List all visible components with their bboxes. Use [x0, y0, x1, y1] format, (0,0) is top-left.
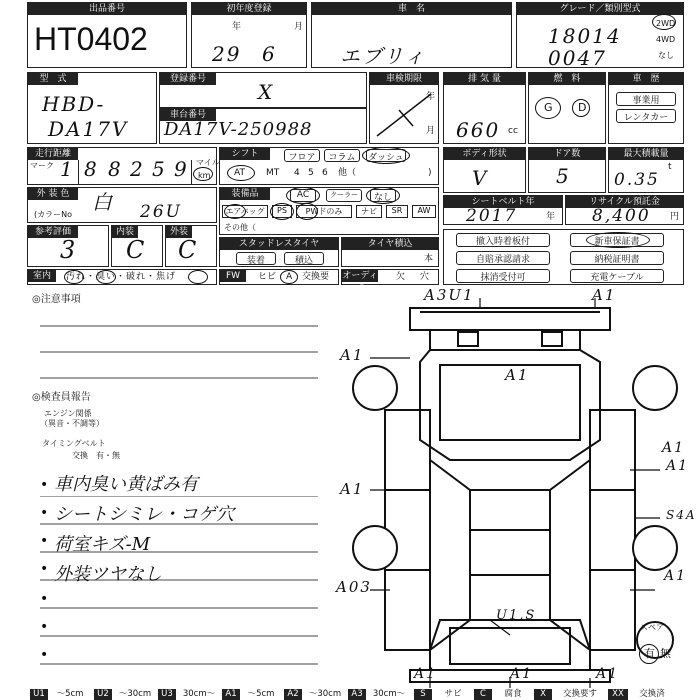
doc-6: 充電ケーブル	[570, 269, 664, 283]
history-rental: レンタカー	[616, 109, 676, 123]
bullet: •	[40, 505, 49, 521]
seatbelt-value: 2017	[466, 206, 518, 226]
equip-none: なし	[370, 189, 396, 202]
fw-label: FW	[220, 270, 246, 282]
mileage-unit-alt: マイル	[196, 158, 220, 167]
mileage-dividers	[78, 160, 192, 184]
equip-pw-circle	[296, 203, 318, 220]
shift-other: 他（	[338, 168, 357, 178]
legend-key: C	[474, 689, 492, 700]
equip-pw: PWドのみ	[296, 205, 352, 218]
reg-no-label: 登録番号	[160, 73, 216, 85]
inspection-label: 車検期限	[370, 73, 438, 85]
remark-1: 車内臭い黄ばみ有	[54, 474, 198, 495]
fuel-label: 燃 料	[529, 73, 605, 85]
drive-none: なし	[658, 51, 674, 60]
timing-exchange: 交換 有・無	[72, 451, 120, 460]
color-value: 白	[92, 190, 114, 214]
caution-lines	[40, 300, 320, 390]
score-value: 3	[60, 236, 78, 264]
legend-desc: 腐食	[504, 689, 522, 699]
caution-title: ◎注意事項	[32, 294, 81, 305]
equip-sr: SR	[386, 205, 408, 218]
equip-ac-circle	[286, 187, 320, 204]
fuel-g: G	[544, 101, 553, 114]
grade-label: グレード／類別型式	[517, 3, 683, 15]
audio-hole: 穴	[420, 272, 430, 282]
fuel-d: D	[578, 101, 587, 114]
bullet: •	[40, 533, 49, 549]
shift-at-circle	[227, 165, 255, 181]
shift-6: 6	[322, 168, 328, 178]
inspection-month-unit: 月	[426, 126, 436, 136]
fuel-d-circle	[572, 99, 590, 117]
studless-mounted: 装着	[236, 252, 276, 265]
equip-ps-circle	[270, 203, 294, 220]
equip-airbag: エアバッグ	[222, 205, 268, 218]
reg-no-value: X	[258, 80, 275, 104]
chassis-label: 車台番号	[160, 109, 216, 121]
mileage-digit: 5	[152, 157, 167, 181]
body-label: ボディ形状	[444, 148, 525, 160]
doc-1: 撤入時着板付	[456, 233, 550, 247]
month-unit: 月	[294, 22, 304, 32]
history-label: 車 歴	[609, 73, 683, 85]
car-name-value: エブリィ	[340, 44, 427, 68]
equip-aw: AW	[412, 205, 436, 218]
shift-dash: ダッシュ	[366, 149, 406, 162]
bullet: •	[40, 561, 49, 577]
equip-cooler: クーラー	[326, 189, 362, 202]
shift-other-close: )	[428, 168, 432, 178]
mark-bottom-2: A1	[510, 666, 534, 682]
first-reg-month: 6	[262, 42, 277, 66]
chassis-value: DA17V-250988	[164, 119, 313, 140]
drive-2wd: 2WD	[656, 19, 676, 28]
doc-5: 納税証明書	[570, 251, 664, 265]
legend-key: A3	[348, 689, 366, 700]
mileage-digit: 1	[60, 157, 75, 181]
mileage-unit-circle	[193, 167, 213, 181]
legend-key: U1	[30, 689, 48, 700]
audio-missing: 欠	[396, 272, 406, 282]
legend-desc: 30cm～	[372, 689, 406, 699]
fw-crack: ヒビ	[258, 272, 277, 282]
bullet: •	[40, 591, 49, 607]
bullet: •	[40, 477, 49, 493]
remark-3: 荷室キズ-M	[54, 534, 151, 555]
body-value: V	[472, 166, 489, 190]
mileage-digit: 8	[84, 157, 99, 181]
model-label: 型 式	[28, 73, 78, 85]
engine-label: エンジン関係	[44, 409, 92, 418]
remark-4: 外装ツヤなし	[54, 564, 162, 585]
tire-unit: 本	[424, 254, 434, 264]
shift-column: コラム	[324, 149, 360, 162]
timing-label: タイミングベルト	[42, 439, 106, 448]
drive-2wd-circle	[652, 14, 676, 30]
legend-desc: 交換要す	[562, 689, 597, 699]
first-reg-year: 29	[212, 42, 242, 66]
year-unit: 年	[232, 22, 242, 32]
interior-value: C	[126, 236, 147, 264]
grade-line2: 0047	[548, 46, 607, 70]
color-no-value: 26U	[140, 202, 182, 222]
exterior-value: C	[178, 236, 199, 264]
displacement-value: 660	[456, 118, 501, 142]
studless-label: スタッドレスタイヤ	[220, 238, 338, 250]
payload-label: 最大積載量	[609, 148, 683, 160]
exterior-label: 外装	[166, 226, 192, 238]
mark-front-left: A3U1	[424, 286, 475, 304]
mileage-label: 走行距離	[28, 148, 78, 160]
first-reg-label: 初年度登録	[192, 3, 306, 15]
shift-4: 4	[294, 168, 300, 178]
color-no-label: (カラーNo	[34, 210, 72, 219]
audio-label: オーディオ	[342, 271, 378, 293]
history-business: 事業用	[616, 92, 676, 106]
displacement-unit: cc	[508, 126, 518, 136]
legend-desc: サビ	[444, 689, 462, 699]
legend-key: X	[534, 689, 552, 700]
legend-key: S	[414, 689, 432, 700]
shift-mt: MT	[266, 168, 280, 178]
mark-front-right: A1	[592, 286, 617, 304]
shift-floor: フロア	[284, 149, 320, 162]
legend-key: XX	[608, 689, 628, 700]
spare-yes: 有	[644, 647, 655, 660]
interior-mark-3	[188, 270, 208, 284]
mark-bottom-3: A1	[596, 666, 620, 682]
legend-desc: ～5cm	[56, 689, 84, 699]
tire-label: タイヤ積込	[342, 238, 438, 250]
inspection-strike	[369, 86, 439, 144]
shift-dash-circle	[362, 147, 410, 164]
mark-rear-left: A03	[336, 578, 372, 596]
interior-row-label: 室内	[28, 270, 56, 282]
recycle-unit: 円	[670, 212, 680, 222]
fw-replace: 交換要	[302, 272, 330, 282]
payload-unit: t	[668, 162, 672, 172]
shift-label: シフト	[220, 148, 270, 160]
legend-key: U3	[158, 689, 176, 700]
doc-3: 抹消受付可	[456, 269, 550, 283]
legend-desc: 交換済	[639, 689, 665, 699]
mark-fl-side: A1	[340, 346, 365, 364]
recycle-value: 8,400	[592, 206, 651, 226]
studless-loaded: 積込	[284, 252, 324, 265]
mark-rear-centre: U1,S	[496, 608, 537, 623]
displacement-label: 排 気 量	[444, 73, 525, 85]
seatbelt-label: シートベルト年	[444, 196, 562, 208]
grade-line1: 18014	[548, 24, 622, 48]
shift-at: AT	[234, 168, 245, 178]
spare-yes-circle	[639, 644, 659, 664]
bullet: •	[40, 647, 49, 663]
legend-key: A1	[222, 689, 240, 700]
model-line2: DA17V	[48, 117, 129, 141]
legend-key: U2	[94, 689, 112, 700]
model-line1: HBD-	[42, 92, 106, 116]
car-name-label: 車 名	[312, 3, 511, 15]
mark-right-4: A1	[664, 568, 688, 584]
fw-a-circle	[280, 270, 298, 284]
equip-none-circle	[366, 187, 400, 204]
mark-left-mid: A1	[340, 480, 365, 498]
bullet: •	[40, 619, 49, 635]
mileage-digit: 2	[130, 157, 145, 181]
meter-label: マーク	[30, 161, 54, 170]
recycle-label: リサイクル預託金	[566, 196, 683, 208]
interior-label: 内装	[112, 226, 138, 238]
interior-mark-1	[64, 270, 84, 284]
mileage-digit: 8	[108, 157, 123, 181]
mark-bottom-1: A1	[414, 666, 438, 682]
inspection-year-unit: 年	[426, 92, 436, 102]
interior-mark-2	[96, 270, 116, 284]
color-label: 外 装 色	[28, 188, 78, 200]
spare-label: スペア	[640, 623, 664, 632]
equipment-label: 装備品	[220, 188, 270, 200]
mark-right-3: S4A	[666, 508, 697, 522]
doc-4-circle	[586, 232, 650, 248]
mark-roof: A1	[505, 366, 530, 384]
equip-ac: AC	[290, 189, 316, 202]
remark-2: シートシミレ・コゲ穴	[54, 504, 234, 525]
payload-value: 0.35	[614, 170, 660, 190]
mark-right-1: A1	[662, 440, 686, 456]
equip-airbag-circle	[224, 204, 246, 219]
lot-label: 出品番号	[28, 3, 186, 15]
score-label: 参考評価	[28, 226, 78, 238]
inspector-title: ◎検査員報告	[32, 392, 91, 403]
mileage-unit: km	[198, 171, 211, 180]
equip-other: その他（	[224, 223, 256, 232]
legend-key: A2	[284, 689, 302, 700]
fuel-g-circle	[535, 97, 561, 119]
engine-sub: （異音・不調等）	[40, 419, 104, 428]
legend-desc: ～5cm	[247, 689, 275, 699]
lot-number: HT0402	[34, 21, 148, 57]
mark-right-2: A1	[666, 458, 690, 474]
doors-label: ドア数	[529, 148, 605, 160]
interior-row-items: 汚れ・臭い・破れ・焦げ	[66, 272, 177, 282]
drive-4wd: 4WD	[656, 35, 676, 44]
doc-4: 新車保証書	[570, 233, 664, 247]
equip-ps: PS	[272, 205, 292, 218]
mileage-digit: 9	[174, 157, 189, 181]
spare-no: 無	[660, 647, 671, 660]
legend-desc: ～30cm	[118, 689, 152, 699]
equip-navi: ナビ	[356, 205, 382, 218]
legend-desc: 30cm～	[182, 689, 216, 699]
legend-desc: ～30cm	[308, 689, 342, 699]
shift-5: 5	[308, 168, 314, 178]
doors-value: 5	[556, 164, 571, 188]
doc-2: 自賠承認請求	[456, 251, 550, 265]
fw-a: A	[286, 272, 293, 282]
seatbelt-unit: 年	[546, 212, 556, 222]
